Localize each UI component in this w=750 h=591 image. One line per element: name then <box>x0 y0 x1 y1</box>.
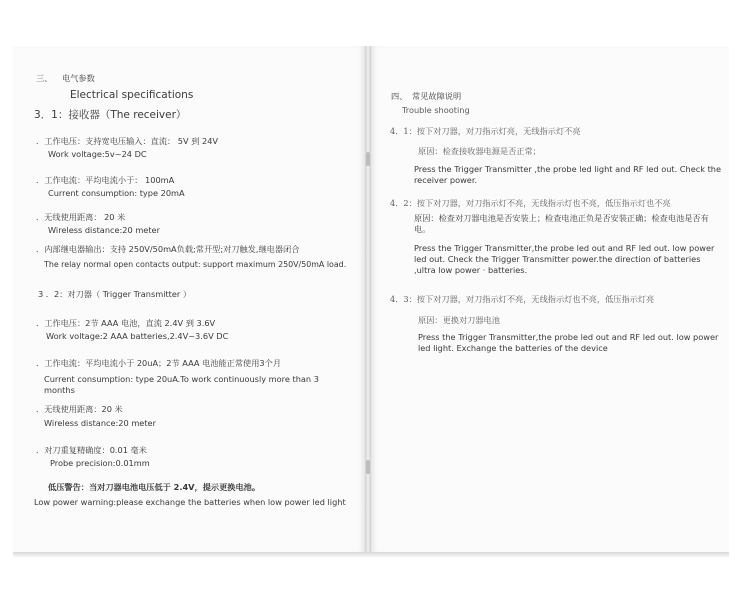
transmitter-heading: 3 ．2：对刀器（ Trigger Transmitter ） <box>38 289 192 299</box>
fault-2-question: 4．2：按下对刀器，对刀指示灯不亮，无线指示灯也不亮，低压指示灯也不亮 <box>390 198 671 208</box>
receiver-heading: 3．1：接收器（The receiver） <box>34 109 187 121</box>
page-shadow <box>13 552 729 558</box>
tx-voltage-cn: ．工作电压：2节 AAA 电池，直流 2.4V 到 3.6V <box>36 318 216 328</box>
receiver-range-en: Wireless distance:20 meter <box>48 225 160 235</box>
low-power-warning-en: Low power warning:please exchange the batteries when low power led light <box>34 497 346 507</box>
tx-range-en: Wireless distance:20 meter <box>44 418 156 428</box>
tx-current-cn: ．工作电流：平均电流小于 20uA；2节 AAA 电池能正常使用3个月 <box>36 358 282 368</box>
tx-current-en: Current consumption: type 20uA.To work continuously more than 3 months <box>44 374 319 395</box>
staple <box>366 460 370 474</box>
tx-precision-en: Probe precision:0.01mm <box>50 458 150 468</box>
receiver-relay-cn: ．内部继电器输出：支持 250V/50mA负载;常开型;对刀触发,继电器闭合 <box>36 244 300 254</box>
fault-3-reason: 原因：更换对刀器电池 <box>418 315 500 325</box>
section-title-cn: 电气参数 <box>62 73 95 83</box>
section-number: 三、 <box>36 73 53 83</box>
tx-voltage-en: Work voltage:2 AAA batteries,2.4V~3.6V DC <box>46 331 229 341</box>
section-title-cn: 常见故障说明 <box>412 91 462 101</box>
fault-2-english: Press the Trigger Transmitter,the probe led out and RF led out. low power led out. Check the Trigger Transmitter power.the direction of batteries ,ultra low power · batteries. <box>414 243 715 275</box>
receiver-current-en: Current consumption: type 20mA <box>48 188 185 198</box>
receiver-relay-en: The relay normal open contacts output: support maximum 250V/50mA load. <box>44 260 347 269</box>
receiver-voltage-en: Work voltage:5v~24 DC <box>48 149 147 159</box>
receiver-voltage-cn: ．工作电压：支持宽电压输入：直流： 5V 到 24V <box>36 136 219 146</box>
fault-2-reason: 原因：检查对刀器电池是否安装上；检查电池正负是否安装正确；检查电池是否有电。 <box>414 213 709 234</box>
section-number: 四、 <box>391 91 408 101</box>
receiver-current-cn: ．工作电流：平均电流小于： 100mA <box>36 175 175 185</box>
low-power-warning-cn: 低压警告：当对刀器电池电压低于 2.4V，提示更换电池。 <box>48 482 261 492</box>
fault-3-question: 4．3：按下对刀器，对刀指示灯不亮，无线指示灯也不亮，低压指示灯亮 <box>390 294 655 304</box>
section-title-en: Electrical specifications <box>70 89 194 101</box>
fault-3-english: Press the Trigger Transmitter,the probe led out and RF led out. low power led light. Exchange the batteries of the device <box>418 332 719 353</box>
staple <box>366 152 370 166</box>
section-title-en: Trouble shooting <box>402 105 470 115</box>
booklet-spine <box>365 46 371 552</box>
fault-1-english: Press the Trigger Transmitter ,the probe led light and RF led out. Check the receiver power. <box>414 164 722 185</box>
receiver-range-cn: ．无线使用距离： 20 米 <box>36 212 126 222</box>
fault-1-question: 4．1：按下对刀器，对刀指示灯亮，无线指示灯不亮 <box>390 126 581 136</box>
fault-1-reason: 原因：检查接收器电源是否正常； <box>418 146 541 156</box>
tx-precision-cn: ．对刀重复精确度：0.01 毫米 <box>36 445 147 455</box>
tx-range-cn: ．无线使用距离：20 米 <box>36 404 123 414</box>
